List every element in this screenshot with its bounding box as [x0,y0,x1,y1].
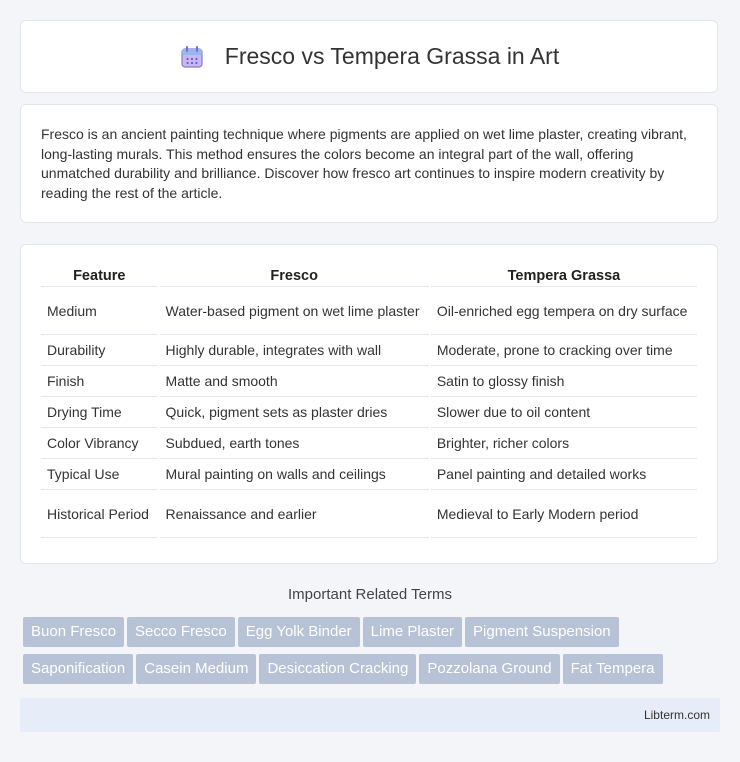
table-cell: Mural painting on walls and ceilings [160,459,429,490]
table-cell: Matte and smooth [160,366,429,397]
table-cell: Slower due to oil content [431,397,697,428]
table-cell: Drying Time [41,397,158,428]
table-cell: Renaissance and earlier [160,490,429,538]
related-term-tag[interactable]: Casein Medium [136,654,256,684]
table-cell: Satin to glossy finish [431,366,697,397]
table-row [41,490,697,538]
footer-bar [20,698,720,732]
related-term-tag[interactable]: Lime Plaster [363,617,462,647]
intro-text: Fresco is an ancient painting technique where pigments are applied on wet lime plaster, creating vibrant, long-lasting murals. This method ensures the colors become an integral part of the wall, offering unmatched durability and brilliance. Discover how fresco art continues to inspire modern creativity by reading the rest of the article. [41,126,687,201]
table-cell: Moderate, prone to cracking over time [431,335,697,366]
table-cell: Typical Use [41,459,158,490]
calendar-icon [179,44,205,70]
title-card [20,20,718,93]
related-term-tag[interactable]: Desiccation Cracking [259,654,416,684]
related-term-tag[interactable]: Pigment Suspension [465,617,619,647]
table-header-row [41,263,697,287]
header-feature: Feature [41,263,158,287]
table-cell: Panel painting and detailed works [431,459,697,490]
table-row [41,366,697,397]
related-term-tag[interactable]: Saponification [23,654,133,684]
header-tempera-grassa: Tempera Grassa [431,263,697,287]
page-title: Fresco vs Tempera Grassa in Art [224,43,560,69]
table-row [41,397,697,428]
related-term-tag[interactable]: Fat Tempera [563,654,663,684]
table-row [41,335,697,366]
table-row [41,428,697,459]
related-term-tag[interactable]: Pozzolana Ground [419,654,559,684]
table-cell: Water-based pigment on wet lime plaster [160,287,429,335]
related-terms-list [23,617,723,691]
table-cell: Color Vibrancy [41,428,158,459]
table-row [41,287,697,335]
header-fresco: Fresco [160,263,429,287]
table-cell: Brighter, richer colors [431,428,697,459]
related-terms-title: Important Related Terms [288,586,452,603]
table-cell: Historical Period [41,490,158,538]
table-cell: Highly durable, integrates with wall [160,335,429,366]
table-cell: Medieval to Early Modern period [431,490,697,538]
table-cell: Medium [41,287,158,335]
comparison-card [20,244,718,564]
table-row [41,459,697,490]
related-term-tag[interactable]: Egg Yolk Binder [238,617,360,647]
related-term-tag[interactable]: Buon Fresco [23,617,124,647]
table-cell: Durability [41,335,158,366]
footer-site-link[interactable]: Libterm.com [643,708,710,722]
comparison-table [39,263,699,538]
table-cell: Subdued, earth tones [160,428,429,459]
table-cell: Oil-enriched egg tempera on dry surface [431,287,697,335]
related-term-tag[interactable]: Secco Fresco [127,617,235,647]
intro-card [20,104,718,223]
table-cell: Finish [41,366,158,397]
table-cell: Quick, pigment sets as plaster dries [160,397,429,428]
